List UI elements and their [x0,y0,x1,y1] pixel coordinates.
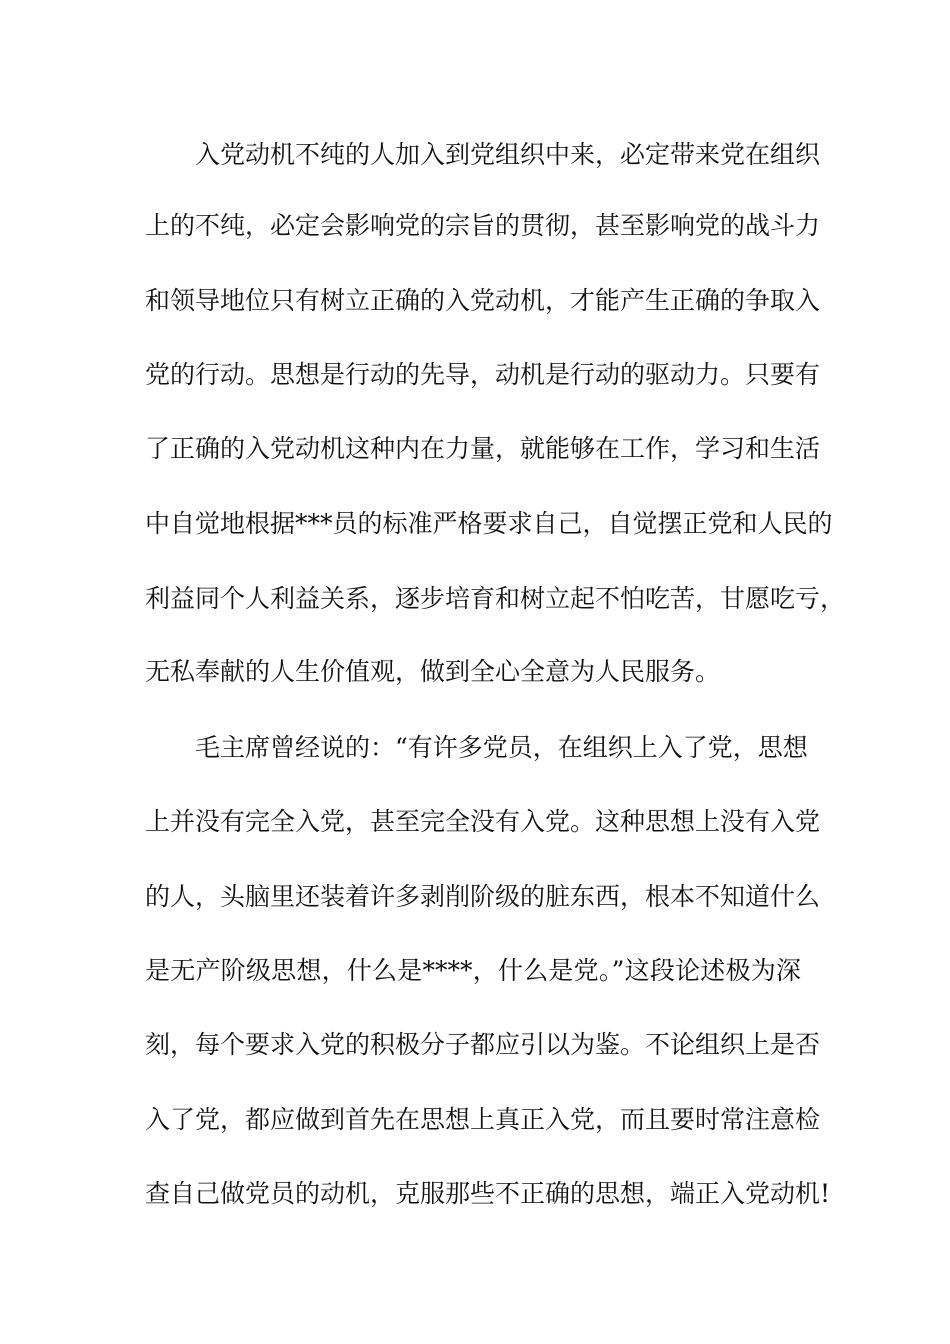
text-line: 入了党，都应做到首先在思想上真正入党，而且要时常注意检 [145,1105,821,1134]
text-line: 上的不纯，必定会影响党的宗旨的贯彻，甚至影响党的战斗力 [145,211,821,240]
text-line: 中自觉地根据***员的标准严格要求自己，自觉摆正党和人民的 [145,509,833,538]
text-line: 是无产阶级思想，什么是****，什么是党。”这段论述极为深 [145,956,801,985]
text-line: 上并没有完全入党，甚至完全没有入党。这种思想上没有入党 [145,807,821,836]
text-line: 入党动机不纯的人加入到党组织中来，必定带来党在组织 [195,140,821,169]
text-line: 的人，头脑里还装着许多剥削阶级的脏东西，根本不知道什么 [145,882,821,911]
text-line: 刻，每个要求入党的积极分子都应引以为鉴。不论组织上是否 [145,1030,821,1059]
text-line: 了正确的入党动机这种内在力量，就能够在工作，学习和生活 [145,434,821,463]
text-line: 和领导地位只有树立正确的入党动机，才能产生正确的争取入 [145,286,821,315]
text-line: 毛主席曾经说的：“有许多党员，在组织上入了党，思想 [195,733,808,762]
text-line: 无私奉献的人生价值观，做到全心全意为人民服务。 [145,657,721,686]
text-line: 利益同个人利益关系，逐步培育和树立起不怕吃苦，甘愿吃亏， [145,584,846,613]
text-line: 党的行动。思想是行动的先导，动机是行动的驱动力。只要有 [145,360,821,389]
text-line: 查自己做党员的动机，克服那些不正确的思想，端正入党动机! [145,1179,831,1208]
